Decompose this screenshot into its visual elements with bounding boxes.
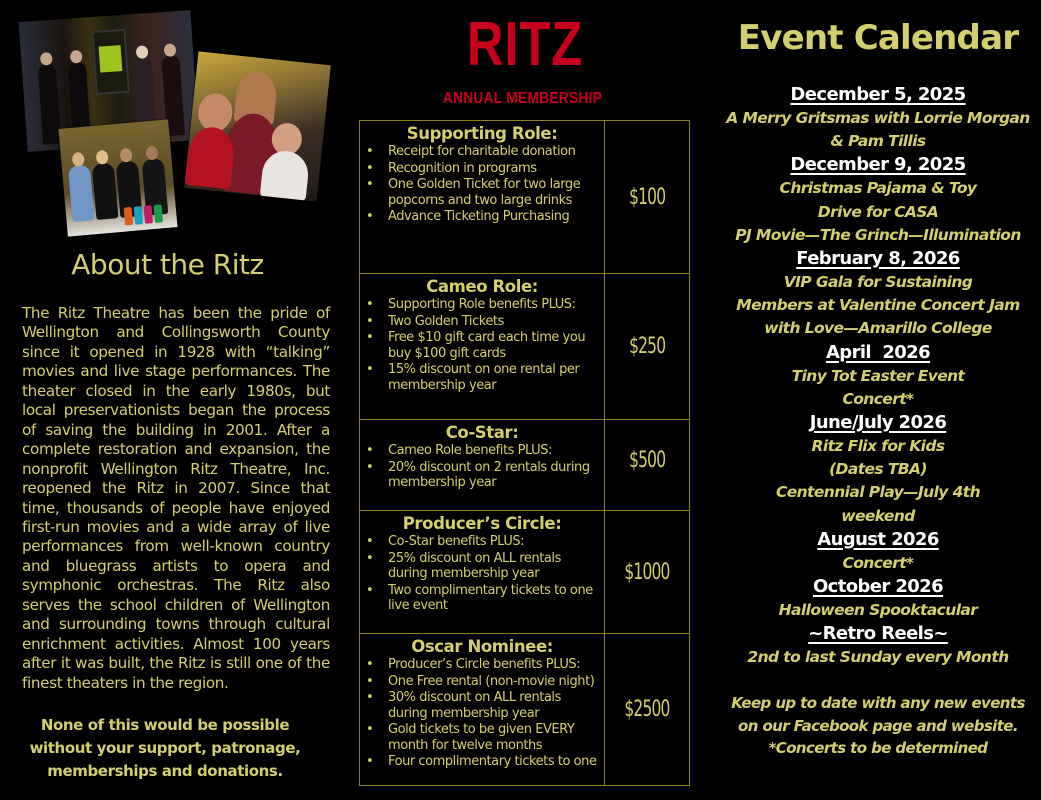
event-description: Members at Valentine Concert Jam — [736, 296, 1020, 315]
benefit-item: • Gold tickets to be given EVERY month for twelve months — [360, 722, 602, 753]
calendar-footer — [715, 692, 1041, 760]
about-thanks — [10, 714, 320, 783]
event-description: Tiny Tot Easter Event — [791, 366, 965, 385]
footer-line: *Concerts to be determined — [768, 739, 988, 757]
creeper-poster — [91, 29, 129, 95]
benefit-item: • Advance Ticketing Purchasing — [360, 209, 602, 225]
benefit-item: • 25% discount on ALL rentals during membership year — [360, 551, 602, 582]
thanks-line: memberships and donations. — [47, 762, 283, 780]
photo-woman-with-girls — [184, 51, 331, 201]
event-description: Ritz Flix for Kids — [811, 437, 945, 456]
event-date: February 8, 2026 — [796, 248, 960, 270]
thanks-line: None of this would be possible — [40, 716, 290, 734]
benefit-item: • Producer’s Circle benefits PLUS: — [360, 657, 602, 673]
tier-price: $500 — [605, 420, 690, 511]
thanks-line: without your support, patronage, — [29, 739, 301, 757]
tier-row-costar — [360, 420, 690, 511]
event-entry — [715, 528, 1041, 575]
event-description: PJ Movie—The Grinch—Illumination — [735, 225, 1021, 244]
event-description: Concert* — [842, 553, 914, 572]
event-entry — [715, 153, 1041, 247]
ritz-logo: RITZ — [466, 10, 584, 79]
event-calendar — [715, 83, 1041, 669]
membership-subtitle: ANNUAL MEMBERSHIP — [442, 90, 603, 107]
benefit-item: • One Golden Ticket for two large popcorns and two large drinks — [360, 177, 602, 208]
event-entry — [715, 247, 1041, 341]
event-date: December 5, 2025 — [790, 84, 966, 105]
photo-four-women-paint — [59, 119, 178, 236]
tier-name: Producer’s Circle: — [402, 514, 562, 533]
benefit-item: • Recognition in programs — [360, 161, 602, 177]
event-entry — [715, 83, 1041, 153]
tier-name: Co-Star: — [445, 423, 519, 442]
tier-name: Supporting Role: — [406, 124, 558, 143]
event-date: August 2026 — [817, 528, 939, 550]
event-description: with Love—Amarillo College — [764, 319, 992, 338]
about-title: About the Ritz — [71, 248, 264, 281]
benefit-item: • Free $10 gift card each time you buy $100 gift cards — [360, 330, 602, 361]
calendar-title: Event Calendar — [737, 18, 1019, 58]
benefit-item: • Four complimentary tickets to one — [360, 754, 602, 770]
benefit-item: • One Free rental (non-movie night) — [360, 674, 602, 690]
tier-price: $2500 — [605, 634, 690, 786]
tier-row-producers-circle — [360, 511, 690, 634]
tier-price: $1000 — [605, 511, 690, 634]
footer-line: Keep up to date with any new events — [731, 694, 1025, 712]
footer-line: on our Facebook page and website. — [738, 716, 1018, 735]
event-description: & Pam Tillis — [830, 132, 926, 151]
membership-tiers-table — [359, 120, 690, 786]
tier-name: Cameo Role: — [426, 277, 538, 296]
benefit-item: • Receipt for charitable donation — [360, 144, 602, 160]
about-body: The Ritz Theatre has been the pride of Wellington and Collingsworth County since it opened in 1928 with “talking” movies and live stage performances. The theater closed in the early 1980s, but local preservationists began the process of saving the building in 2001. After a complete restoration and expansion, the nonprofit Wellington Ritz Theatre, Inc. reopened the Ritz in 2007. Since that time, thousands of people have enjoyed first-run movies and a wide array of live performances from well-known country and bluegrass artists to opera and symphonic orchestras. The Ritz also serves the school children of Wellington and surrounding towns through cultural enrichment activities. Almost 100 years after it was built, the Ritz is still one of the finest theaters in the region. — [22, 304, 330, 692]
tier-row-supporting — [360, 121, 690, 274]
benefit-item: • Cameo Role benefits PLUS: — [360, 443, 602, 459]
tier-row-cameo — [360, 274, 690, 420]
event-description: A Merry Gritsmas with Lorrie Morgan — [726, 109, 1030, 127]
benefit-item: • Supporting Role benefits PLUS: — [360, 297, 602, 313]
event-date: April 2026 — [825, 341, 931, 363]
tier-price: $100 — [605, 121, 690, 274]
event-description: Drive for CASA — [817, 202, 939, 221]
benefit-item: • Two complimentary tickets to one live event — [360, 583, 602, 614]
event-description: Christmas Pajama & Toy — [779, 179, 977, 198]
event-entry — [715, 341, 1041, 411]
event-date: December 9, 2025 — [790, 154, 966, 176]
event-description: weekend — [841, 506, 915, 525]
event-entry — [715, 575, 1041, 622]
event-description: VIP Gala for Sustaining — [783, 273, 973, 292]
event-description: (Dates TBA) — [829, 460, 927, 479]
tier-price: $250 — [605, 274, 690, 420]
event-description: 2nd to last Sunday every Month — [747, 648, 1009, 667]
benefit-item: • 20% discount on 2 rentals during membership year — [360, 460, 602, 491]
benefit-item: • 30% discount on ALL rentals during membership year — [360, 690, 602, 721]
benefit-item: • 15% discount on one rental per membership year — [360, 362, 602, 393]
event-entry — [715, 622, 1041, 669]
event-entry — [715, 411, 1041, 528]
event-description: Halloween Spooktacular — [778, 601, 978, 620]
tier-row-oscar-nominee — [360, 634, 690, 786]
event-date: October 2026 — [812, 576, 944, 598]
event-description: Concert* — [842, 389, 914, 408]
event-date: June/July 2026 — [809, 412, 947, 434]
event-date: ~Retro Reels~ — [808, 623, 948, 645]
event-description: Centennial Play—July 4th — [775, 483, 981, 502]
benefit-item: • Two Golden Tickets — [360, 314, 602, 330]
tier-name: Oscar Nominee: — [411, 637, 553, 656]
benefit-item: • Co-Star benefits PLUS: — [360, 534, 602, 550]
